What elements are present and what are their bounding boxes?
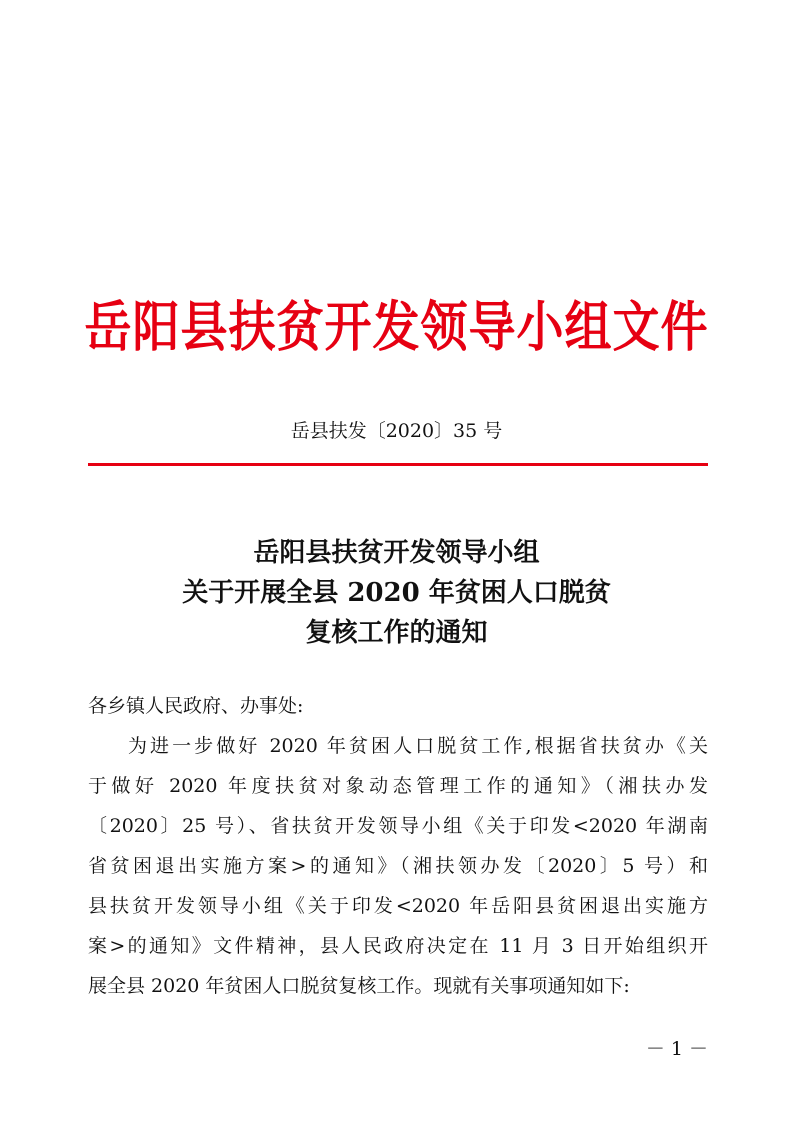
notice-title-line-1: 岳阳县扶贫开发领导小组 (253, 538, 540, 568)
notice-title (0, 533, 793, 653)
red-divider-rule (88, 463, 708, 466)
body-line: 县扶贫开发领导小组《关于印发<2020 年岳阳县贫困退出实施方 (88, 895, 708, 917)
notice-title-line-2: 关于开展全县 2020 年贫困人口脱贫 (182, 578, 611, 608)
notice-title-line-3: 复核工作的通知 (305, 618, 488, 648)
body-line: 案>的通知》文件精神，县人民政府决定在 11 月 3 日开始组织开 (88, 935, 708, 957)
document-header-title: 岳阳县扶贫开发领导小组文件 (84, 295, 709, 360)
body-line: 〔2020〕25 号）、省扶贫开发领导小组《关于印发<2020 年湖南 (88, 815, 708, 837)
body-line: 展全县 2020 年贫困人口脱贫复核工作。现就有关事项通知如下: (88, 975, 630, 997)
page-number: － 1 － (645, 1038, 708, 1060)
body-line: 为进一步做好 2020 年贫困人口脱贫工作,根据省扶贫办《关 (128, 735, 708, 757)
body-paragraph (88, 726, 708, 1006)
document-number: 岳县扶发〔2020〕35 号 (290, 420, 503, 442)
recipient-salutation: 各乡镇人民政府、办事处: (88, 695, 304, 717)
body-line: 省贫困退出实施方案>的通知》（湘扶领办发〔2020〕5 号）和 (88, 855, 708, 877)
body-line: 于做好 2020 年度扶贫对象动态管理工作的通知》（湘扶办发 (88, 775, 708, 797)
